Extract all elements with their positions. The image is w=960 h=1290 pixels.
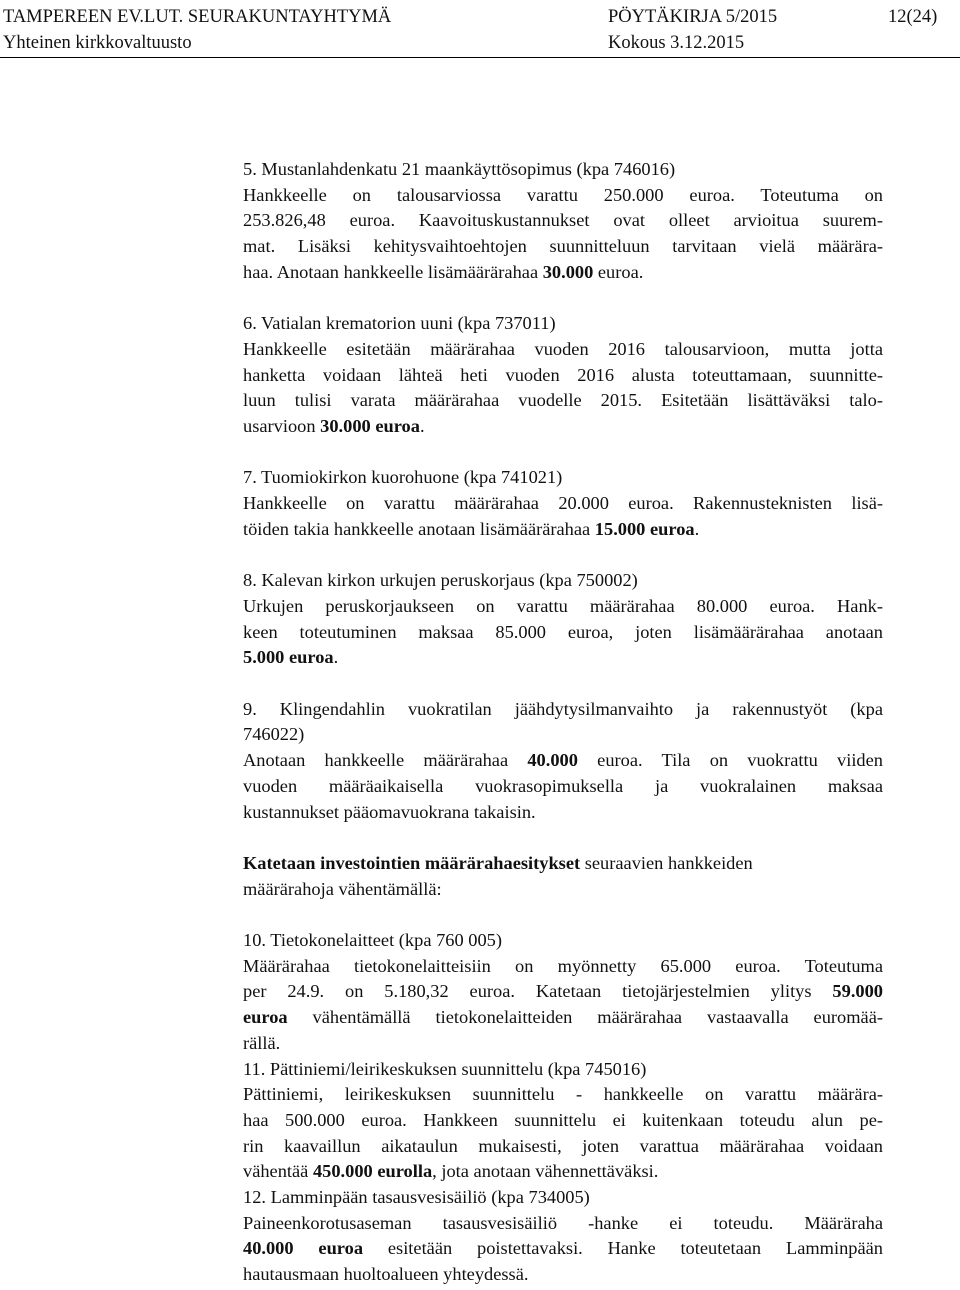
amount: 450.000 eurolla [312,1161,433,1182]
item-line: Paineenkorotusaseman tasausvesisäiliö -hanke ei toteudu. Määräraha [243,1212,883,1233]
item-title: 746022) [243,724,305,745]
item-9 [243,697,883,826]
document-body [243,157,883,1288]
item-title: 5. Mustanlahdenkatu 21 maankäyttösopimus (kpa 746016) [243,159,676,179]
item-line: per 24.9. on 5.180,32 euroa. Katetaan tietojärjestelmien ylitys 59.000 [243,981,883,1002]
item-line: Anotaan hankkeelle määrärahaa 40.000 euroa. Tila on vuokrattu viiden [243,750,883,771]
item-line: luun tulisi varata määrärahaa vuodelle 2015. Esitetään lisättäväksi talo- [243,390,883,411]
amount: 5.000 euroa [243,647,334,668]
item-line: keen toteutuminen maksaa 85.000 euroa, joten lisämäärärahaa anotaan [243,621,883,642]
coverage-statement [243,851,883,902]
item-line: 40.000 euroa esitetään poistettavaksi. Hanke toteutetaan Lamminpään [243,1238,883,1259]
amount: 40.000 euroa [243,1238,364,1259]
item-title: 9. Klingendahlin vuokratilan jäähdytysilmanvaihto ja rakennustyöt (kpa [243,698,883,719]
header-org: TAMPEREEN EV.LUT. SEURAKUNTAYHTYMÄ [3,7,392,27]
amount: euroa [243,1007,288,1028]
amount: 59.000 [832,981,883,1002]
amount: 15.000 euroa [594,518,695,539]
item-title: 12. Lamminpään tasausvesisäiliö (kpa 734005) [243,1187,590,1208]
amount: 30.000 [542,261,594,282]
item-title: 8. Kalevan kirkon urkujen peruskorjaus (kpa 750002) [243,570,638,591]
item-line: kustannukset pääomavuokrana takaisin. [243,801,536,822]
item-line: hautausmaan huoltoalueen yhteydessä. [243,1264,529,1285]
coverage-heading: Katetaan investointien määrärahaesitykset [243,852,581,873]
item-line: Hankkeelle esitetään määrärahaa vuoden 2016 talousarvioon, mutta jotta [243,338,883,359]
item-line: rin kaavaillun aikataulun mukaisesti, joten varattua määrärahaa voidaan [243,1135,883,1156]
item-line: vähentää 450.000 eurolla, jota anotaan vähennettäväksi. [243,1161,659,1182]
item-line: hanketta voidaan lähteä heti vuoden 2016 alusta toteuttamaan, suunnitte- [243,364,883,385]
item-line: usarvioon 30.000 euroa. [243,416,425,437]
item-line: Hankkeelle on varattu määrärahaa 20.000 euroa. Rakennusteknisten lisä- [243,493,883,514]
item-line: euroa vähentämällä tietokonelaitteiden määrärahaa vastaavalla euromää- [243,1007,883,1028]
item-title: 11. Pättiniemi/leirikeskuksen suunnittelu (kpa 745016) [243,1058,647,1079]
item-line: haa 500.000 euroa. Hankkeen suunnittelu ei kuitenkaan toteudu alun pe- [243,1109,883,1130]
item-title: 6. Vatialan krematorion uuni (kpa 737011) [243,313,556,334]
item-line: Urkujen peruskorjaukseen on varattu määrärahaa 80.000 euroa. Hank- [243,595,883,616]
coverage-line: määrärahoja vähentämällä: [243,878,442,899]
item-line: haa. Anotaan hankkeelle lisämäärärahaa 30.000 euroa. [243,261,644,282]
item-line: Hankkeelle on talousarviossa varattu 250.000 euroa. Toteutuma on [243,184,883,205]
item-11 [243,1057,883,1186]
item-5 [243,157,883,286]
coverage-line: Katetaan investointien määrärahaesitykset seuraavien hankkeiden [243,852,753,873]
header-divider [0,57,960,58]
item-title: 7. Tuomiokirkon kuorohuone (kpa 741021) [243,467,563,488]
item-line: 253.826,48 euroa. Kaavoituskustannukset ovat olleet arvioitua suurem- [243,210,883,231]
item-12 [243,1185,883,1288]
header-body: Yhteinen kirkkovaltuusto [3,33,192,53]
item-line: vuoden määräaikaisella vuokrasopimuksella ja vuokralainen maksaa [243,775,883,796]
item-line: Pättiniemi, leirikeskuksen suunnittelu - hankkeelle on varattu määrära- [243,1084,883,1105]
item-10 [243,928,883,1057]
item-line: mat. Lisäksi kehitysvaihtoehtojen suunnitteluun tarvitaan vielä määrära- [243,236,883,257]
header-page-number: 12(24) [888,7,938,27]
item-7 [243,465,883,542]
item-line: 5.000 euroa. [243,647,339,668]
item-line: Määrärahaa tietokonelaitteisiin on myönnetty 65.000 euroa. Toteutuma [243,955,883,976]
header-doc: PÖYTÄKIRJA 5/2015 [608,7,778,27]
header-meeting: Kokous 3.12.2015 [608,33,745,53]
amount: 40.000 [527,750,578,771]
item-title: 10. Tietokonelaitteet (kpa 760 005) [243,930,502,950]
amount: 30.000 euroa [320,416,420,437]
item-line: rällä. [243,1032,281,1053]
item-8 [243,568,883,671]
item-line: töiden takia hankkeelle anotaan lisämäärärahaa 15.000 euroa. [243,518,700,539]
item-6 [243,311,883,440]
